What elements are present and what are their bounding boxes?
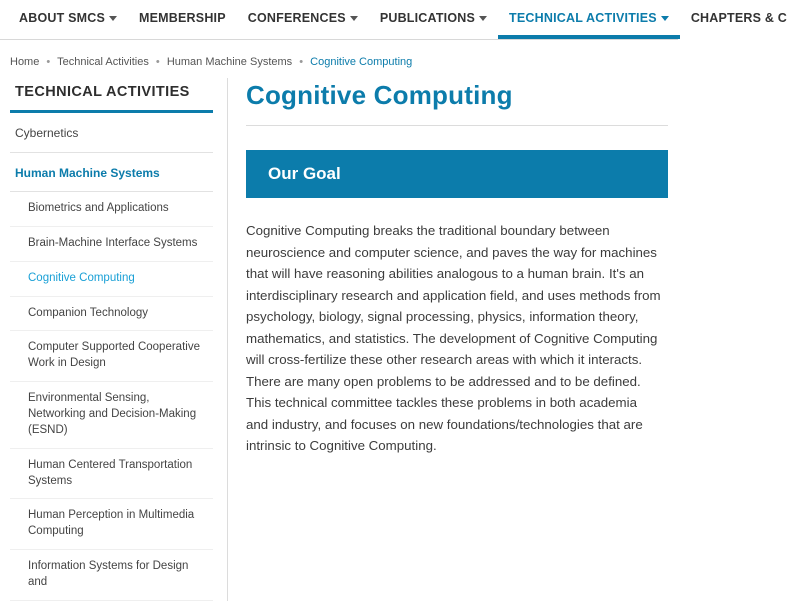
- breadcrumb-item-cognitive-computing: Cognitive Computing: [310, 56, 413, 68]
- breadcrumb-separator: •: [155, 56, 160, 68]
- sidebar-item-human-perception-in-multimedia-computing[interactable]: Human Perception in Multimedia Computing: [10, 499, 213, 550]
- top-navigation-bar: [0, 0, 787, 40]
- nav-item-label: TECHNICAL ACTIVITIES: [509, 10, 657, 25]
- breadcrumb-separator: •: [46, 56, 51, 68]
- nav-item-label: CONFERENCES: [247, 10, 346, 25]
- chevron-down-icon: [479, 16, 487, 21]
- chevron-down-icon: [661, 16, 669, 21]
- sidebar-item-cybernetics[interactable]: Cybernetics: [10, 113, 213, 153]
- nav-item-conferences[interactable]: [237, 0, 369, 39]
- body-paragraph: Cognitive Computing breaks the traditional boundary between neuroscience and computer science, and paves the way for machines that will have reasoning abilities analogous to a human brain. It's an interdisciplinary research and application field, and uses methods from psychology, biology, signal processing, physics, information theory, mathematics, and statistics. The development of Cognitive Computing will cross-fertilize these other research areas with which it interacts. There are many open problems to be addressed and to be defined. This technical committee tackles these problems in both academia and industry, and focuses on new foundations/technologies that are intrinsic to Cognitive Computing.: [246, 223, 661, 454]
- sidebar-item-cognitive-computing[interactable]: Cognitive Computing: [10, 262, 213, 297]
- nav-item-publications[interactable]: [369, 0, 498, 39]
- nav-item-about-smcs[interactable]: [8, 0, 128, 39]
- nav-item-chapters[interactable]: [680, 0, 798, 39]
- breadcrumb-separator: •: [299, 56, 304, 68]
- nav-item-label: PUBLICATIONS: [379, 10, 476, 25]
- breadcrumb: [0, 40, 678, 78]
- breadcrumb-item-home[interactable]: Home: [10, 56, 40, 68]
- sidebar-item-brain-machine-interface-systems[interactable]: Brain-Machine Interface Systems: [10, 227, 213, 262]
- sidebar-item-biometrics-and-applications[interactable]: Biometrics and Applications: [10, 192, 213, 227]
- nav-item-label: CHAPTERS & C: [690, 10, 787, 25]
- sidebar-item-environmental-sensing-networking-and-decision-making[interactable]: Environmental Sensing, Networking and Decision-Making (ESND): [10, 382, 213, 449]
- sidebar: [0, 78, 228, 601]
- section-heading-our-goal: Our Goal: [246, 150, 668, 198]
- page-title: Cognitive Computing: [246, 78, 668, 126]
- page-content: [0, 78, 678, 601]
- sidebar-item-human-machine-systems[interactable]: Human Machine Systems: [10, 153, 213, 192]
- nav-item-label: MEMBERSHIP: [139, 10, 226, 25]
- nav-item-label: ABOUT SMCS: [19, 10, 106, 25]
- sidebar-item-computer-supported-cooperative-work-in-design[interactable]: Computer Supported Cooperative Work in Design: [10, 331, 213, 382]
- main-column: [228, 78, 678, 457]
- sidebar-item-information-systems-for-design[interactable]: Information Systems for Design and: [10, 550, 213, 601]
- sidebar-item-companion-technology[interactable]: Companion Technology: [10, 297, 213, 332]
- chevron-down-icon: [109, 16, 117, 21]
- breadcrumb-item-technical-activities[interactable]: Technical Activities: [57, 56, 149, 68]
- breadcrumb-item-human-machine-systems[interactable]: Human Machine Systems: [166, 56, 293, 68]
- nav-item-membership[interactable]: [128, 0, 237, 39]
- chevron-down-icon: [350, 16, 358, 21]
- sidebar-title: TECHNICAL ACTIVITIES: [10, 78, 213, 113]
- nav-item-technical-activities[interactable]: [498, 0, 680, 39]
- sidebar-item-human-centered-transportation-systems[interactable]: Human Centered Transportation Systems: [10, 449, 213, 500]
